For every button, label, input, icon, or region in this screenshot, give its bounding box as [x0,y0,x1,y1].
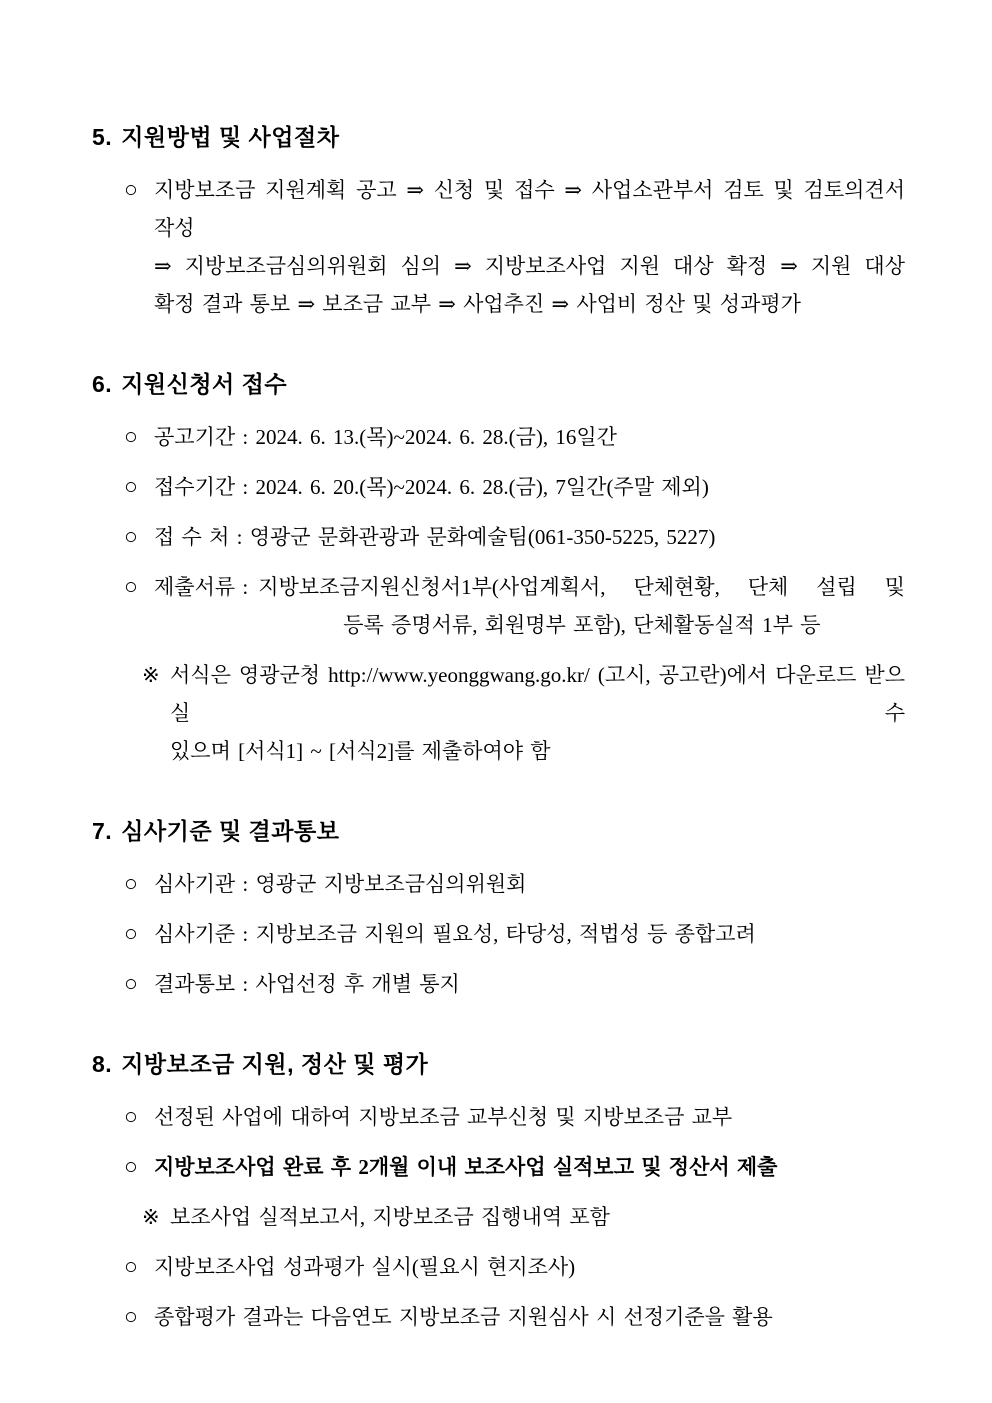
section-title [92,1045,905,1083]
circle-bullet-icon: ○ [124,524,138,549]
section-title [92,365,905,403]
section-number: 6. [92,371,113,397]
item-text: 지방보조사업 성과평가 실시(필요시 현지조사) [154,1255,576,1279]
text-line: 확정 결과 통보 ⇒ 보조금 교부 ⇒ 사업추진 ⇒ 사업비 정산 및 성과평가 [154,292,801,316]
section-title-text: 지원신청서 접수 [121,371,288,397]
section-title [92,118,905,156]
section-number: 7. [92,818,113,844]
item-text: 심사기관 : 영광군 지방보조금심의위원회 [154,872,527,896]
list-item [92,1248,905,1286]
list-item [92,915,905,953]
circle-bullet-icon: ○ [124,921,138,946]
list-item [92,865,905,903]
text-line: 서식은 영광군청 http://www.yeonggwang.go.kr/ (고시, 공고란)에서 다운로드 받으실 수 [170,663,905,725]
item-text: 지방보조사업 완료 후 2개월 이내 보조사업 실적보고 및 정산서 제출 [154,1155,778,1179]
section-title-text: 지방보조금 지원, 정산 및 평가 [121,1051,429,1077]
list-item [92,171,905,323]
item-label: 제출서류 : [154,575,249,599]
section-review-criteria [92,812,905,1003]
circle-bullet-icon: ○ [124,474,138,499]
section-title [92,812,905,850]
section-support-method [92,118,905,323]
section-title-text: 지원방법 및 사업절차 [121,124,340,150]
circle-bullet-icon: ○ [124,1154,138,1179]
circle-bullet-icon: ○ [124,1104,138,1129]
item-text: 종합평가 결과는 다음연도 지방보조금 지원심사 시 선정기준을 활용 [154,1305,773,1329]
list-item-note [92,1198,905,1236]
item-text: 접수기간 : 2024. 6. 20.(목)~2024. 6. 28.(금), 7일간(주말 제외) [154,475,709,499]
text-line: ⇒ 지방보조금심의위원회 심의 ⇒ 지방보조사업 지원 대상 확정 ⇒ 지원 대상 [154,254,905,278]
circle-bullet-icon: ○ [124,424,138,449]
list-item [92,518,905,556]
list-item [92,1098,905,1136]
circle-bullet-icon: ○ [124,1254,138,1279]
text-line: 등록 증명서류, 회원명부 포함), 단체활동실적 1부 등 [343,613,821,637]
reference-mark-icon: ※ [142,663,160,687]
item-text: 심사기준 : 지방보조금 지원의 필요성, 타당성, 적법성 등 종합고려 [154,922,756,946]
item-text [170,656,905,770]
section-title-text: 심사기준 및 결과통보 [121,818,340,844]
item-text: 공고기간 : 2024. 6. 13.(목)~2024. 6. 28.(금), 16일간 [154,425,617,449]
list-item [92,1298,905,1336]
list-item [92,418,905,456]
item-text: 접 수 처 : 영광군 문화관광과 문화예술팀(061-350-5225, 5227) [154,525,716,549]
list-item [92,965,905,1003]
list-item-note [92,656,905,770]
item-text: 결과통보 : 사업선정 후 개별 통지 [154,972,460,996]
text-line: 지방보조금 지원계획 공고 ⇒ 신청 및 접수 ⇒ 사업소관부서 검토 및 검토의견서 작성 [154,178,905,240]
text-line: 지방보조금지원신청서1부(사업계획서, 단체현황, 단체 설립 및 [258,575,905,599]
circle-bullet-icon: ○ [124,177,138,202]
item-text: 선정된 사업에 대하여 지방보조금 교부신청 및 지방보조금 교부 [154,1105,733,1129]
circle-bullet-icon: ○ [124,871,138,896]
text-line: 있으며 [서식1] ~ [서식2]를 제출하여야 함 [170,739,551,763]
item-text: 보조사업 실적보고서, 지방보조금 집행내역 포함 [170,1205,610,1229]
section-number: 5. [92,124,113,150]
list-item [92,468,905,506]
circle-bullet-icon: ○ [124,574,138,599]
item-text [154,171,905,323]
item-text [154,568,905,644]
list-item [92,568,905,644]
item-value [258,568,905,644]
circle-bullet-icon: ○ [124,1304,138,1329]
section-settlement-evaluation [92,1045,905,1336]
section-number: 8. [92,1051,113,1077]
circle-bullet-icon: ○ [124,971,138,996]
reference-mark-icon: ※ [142,1205,160,1229]
section-application-receipt [92,365,905,770]
list-item [92,1148,905,1186]
